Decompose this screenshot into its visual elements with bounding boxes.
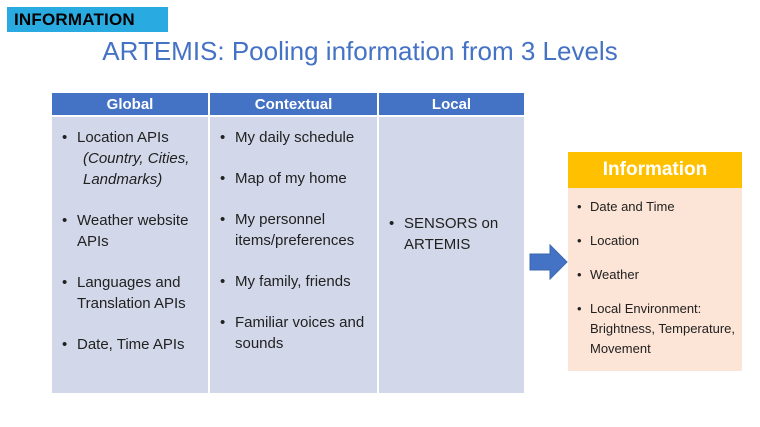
table-column-global: [52, 93, 208, 393]
column-list-contextual: [210, 117, 377, 393]
list-item: [218, 168, 373, 189]
list-item: [60, 272, 204, 314]
list-item: [218, 209, 373, 251]
list-item: [387, 213, 520, 255]
right-arrow-icon: [529, 243, 569, 281]
list-item-text: Map of my home: [235, 170, 347, 187]
information-panel-title: Information: [568, 152, 742, 188]
list-item-text: SENSORS on ARTEMIS: [404, 215, 499, 253]
column-header-local: Local: [379, 93, 524, 117]
list-item: • Weather: [576, 265, 737, 285]
list-item: [60, 127, 204, 190]
slide-title: ARTEMIS: Pooling information from 3 Levels: [102, 36, 618, 66]
list-item-note: (Country, Cities, Landmarks): [83, 150, 190, 188]
column-header-contextual: Contextual: [210, 93, 377, 117]
list-item-text: Languages and Translation APIs: [77, 274, 186, 312]
list-item: • Location: [576, 231, 737, 251]
information-panel: [568, 152, 742, 371]
list-item-text: Familiar voices and sounds: [235, 314, 365, 352]
table-column-local: [377, 93, 524, 393]
section-tag: INFORMATION: [7, 7, 168, 32]
levels-table: [52, 93, 524, 393]
column-list-local: [379, 117, 524, 393]
column-list-global: [52, 117, 208, 393]
list-item: [60, 334, 204, 355]
list-item-text: Location APIs: [77, 129, 169, 146]
table-column-contextual: [208, 93, 377, 393]
list-item: [60, 210, 204, 252]
information-list: [568, 188, 742, 371]
list-item: • Date and Time: [576, 197, 737, 217]
list-item: • Local Environment: Brightness, Temperature, Movement: [576, 299, 737, 359]
list-item-text: My personnel items/preferences: [235, 211, 355, 249]
list-item: [218, 271, 373, 292]
list-item-text: Weather website APIs: [77, 212, 189, 250]
list-item-text: My daily schedule: [235, 129, 355, 146]
column-header-global: Global: [52, 93, 208, 117]
list-item-text: Date, Time APIs: [77, 336, 185, 353]
list-item: [218, 312, 373, 354]
list-item-text: My family, friends: [235, 273, 351, 290]
list-item: [218, 127, 373, 148]
